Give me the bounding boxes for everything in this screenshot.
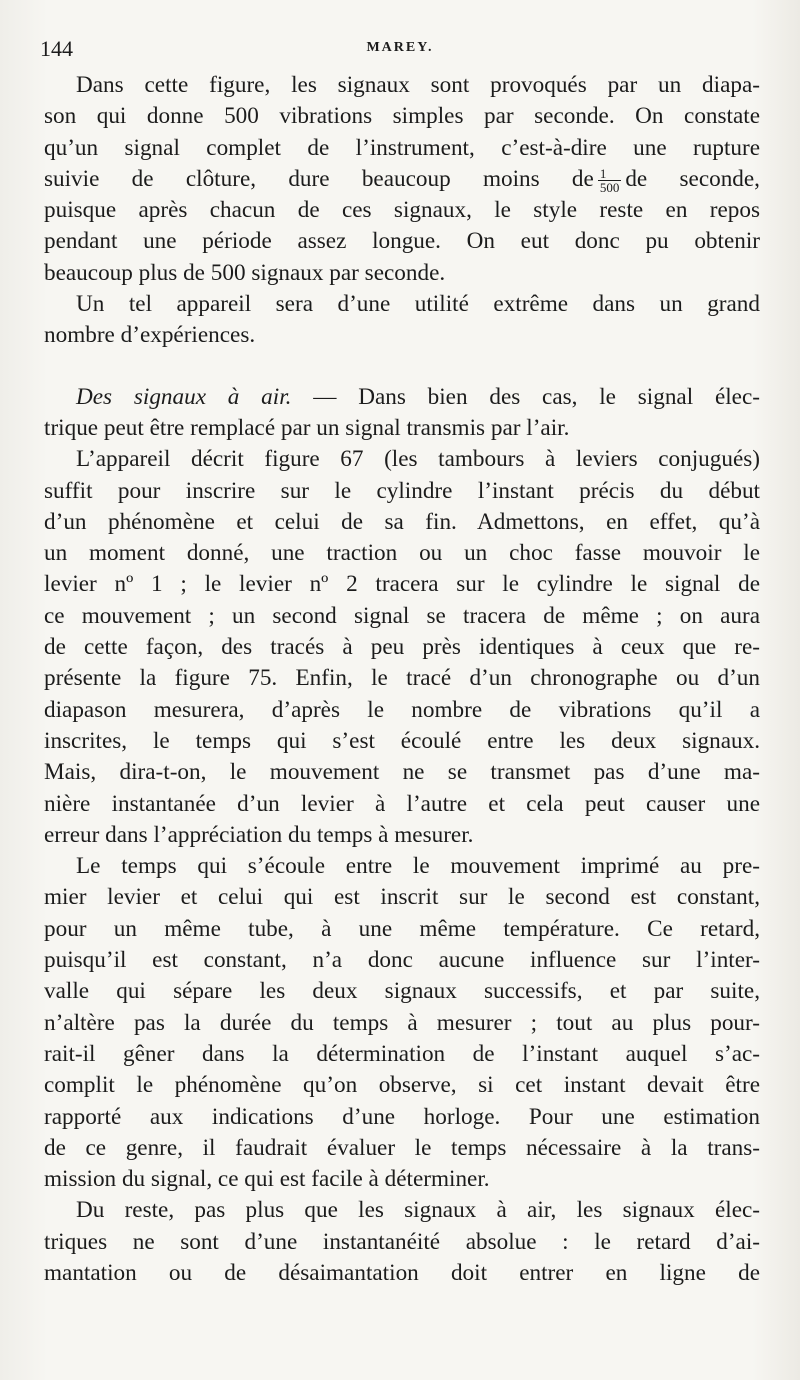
text-line: complit le phénomène qu’on observe, si cet instant devait être (44, 1072, 760, 1099)
text-line: inscrites, le temps qui s’est écoulé entre les deux signaux. (44, 727, 760, 754)
text-line: erreur dans l’appréciation du temps à mesurer. (44, 821, 474, 848)
text-line: un moment donné, une traction ou un choc fasse mouvoir le (44, 540, 760, 567)
text-segment: de seconde, (625, 165, 760, 192)
text-line: trique peut être remplacé par un signal transmis par l’air. (44, 414, 570, 441)
text-line: de cette façon, des tracés à peu près identiques à ceux que re- (44, 634, 760, 661)
text-line: Du reste, pas plus que les signaux à air, les signaux élec- (76, 1197, 760, 1224)
text-line: puisque après chacun de ces signaux, le style reste en repos (44, 197, 760, 224)
text-line: d’un phénomène et celui de sa fin. Admettons, en effet, qu’à (44, 508, 760, 535)
fraction-numerator: 1 (598, 167, 622, 181)
text-line: nombre d’expériences. (44, 322, 256, 349)
text-line: de ce genre, il faudrait évaluer le temps nécessaire à la trans- (44, 1134, 760, 1161)
text-line: son qui donne 500 vibrations simples par seconde. On constate (44, 103, 760, 130)
text-segment: — Dans bien des cas, le signal élec- (291, 383, 760, 410)
page-number: 144 (40, 36, 73, 61)
text-line: triques ne sont d’une instantanéité absolue : le retard d’ai- (44, 1228, 760, 1255)
text-line: valle qui sépare les deux signaux successifs, et par suite, (44, 978, 760, 1005)
text-line: puisqu’il est constant, n’a donc aucune influence sur l’inter- (44, 947, 760, 974)
text-line: L’appareil décrit figure 67 (les tambours à leviers conjugués) (76, 446, 760, 473)
text-line: rapporté aux indications d’une horloge. Pour une estimation (44, 1103, 760, 1130)
text-line: mier levier et celui qui est inscrit sur le second est constant, (44, 884, 760, 911)
text-line: pendant une période assez longue. On eut donc pu obtenir (44, 228, 760, 255)
section-gap (44, 352, 760, 382)
text-line: nière instantanée d’un levier à l’autre et cela peut causer une (44, 790, 760, 817)
text-line: mantation ou de désaimantation doit entrer en ligne de (44, 1259, 760, 1286)
fraction-denominator: 500 (599, 179, 620, 195)
body-text (44, 70, 760, 1289)
section-heading-line (44, 382, 760, 413)
text-line: Un tel appareil sera d’une utilité extrême dans un grand (76, 291, 760, 318)
text-line: n’altère pas la durée du temps à mesurer ; tout au plus pour- (44, 1009, 760, 1036)
fraction (598, 167, 622, 194)
text-line-with-fraction (44, 164, 760, 195)
text-line: pour un même tube, à une même température. Ce retard, (44, 915, 760, 942)
text-line: présente la figure 75. Enfin, le tracé d’un chronographe ou d’un (44, 665, 760, 692)
text-line: levier nº 1 ; le levier nº 2 tracera sur le cylindre le signal de (44, 571, 760, 598)
text-line: qu’un signal complet de l’instrument, c’est-à-dire une rupture (44, 134, 760, 161)
section-heading: Des signaux à air. (76, 383, 292, 410)
text-line: suffit pour inscrire sur le cylindre l’instant précis du début (44, 477, 760, 504)
text-line: diapason mesurera, d’après le nombre de vibrations qu’il a (44, 696, 760, 723)
text-line: Dans cette figure, les signaux sont provoqués par un diapa- (76, 72, 760, 98)
text-line: ce mouvement ; un second signal se tracera de même ; on aura (44, 602, 760, 629)
text-line: Mais, dira-t-on, le mouvement ne se transmet pas d’une ma- (44, 759, 760, 786)
running-head: MAREY. (366, 40, 434, 55)
text-segment: suivie de clôture, dure beaucoup moins de (44, 165, 594, 192)
text-line: rait-il gêner dans la détermination de l’instant auquel s’ac- (44, 1040, 760, 1067)
text-line: Le temps qui s’écoule entre le mouvement imprimé au pre- (76, 853, 760, 880)
page-header (40, 36, 760, 66)
text-line: mission du signal, ce qui est facile à déterminer. (44, 1166, 490, 1193)
text-line: beaucoup plus de 500 signaux par seconde. (44, 259, 446, 286)
